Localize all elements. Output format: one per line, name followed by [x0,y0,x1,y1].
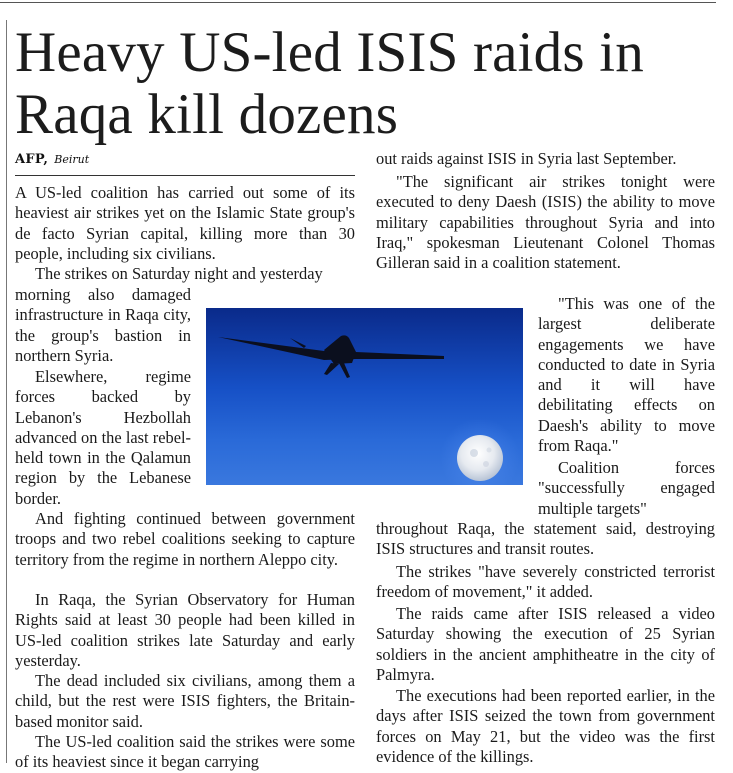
left-paragraph-2-cont: morning also damaged infrastructure in Raqa city, the group's bastion in northern Syria. [15,285,191,365]
left-column-rule [6,20,7,763]
drone-icon [218,335,444,378]
top-rule [0,2,716,3]
left-paragraph-5: In Raqa, the Syrian Observatory for Human Rights said at least 30 people had been killed in US-led coalition strikes late Saturday and early yesterday. [15,590,355,670]
left-paragraph-2: The strikes on Saturday night and yesterday [35,264,323,283]
left-paragraph-1: A US-led coalition has carried out some of its heaviest air strikes yet on the Islamic State group's de facto Syrian capital, killing more than 30 people, including six civilians. [15,183,355,263]
left-paragraph-4: And fighting continued between government troops and two rebel coalitions seeking to capture territory from the regime in northern Aleppo city. [15,509,355,569]
right-paragraph-3: "This was one of the largest deliberate engagements we have conducted to date in Syria and it will have debilitating effects on Daesh's ability to move from Raqa." [538,294,715,456]
byline [15,152,89,167]
right-paragraph-1: out raids against ISIS in Syria last September. [376,149,677,168]
right-paragraph-2: "The significant air strikes tonight were executed to deny Daesh (ISIS) the ability to move military capabilities throughout Syria and into Iraq," spokesman Lieutenant Colonel Thomas Gilleran said in a coalition statement. [376,172,715,273]
right-paragraph-4: Coalition forces "successfully engaged multiple targets" [538,458,715,518]
drone-photo-illustration [206,308,523,485]
left-paragraph-6: The dead included six civilians, among them a child, but the rest were ISIS fighters, the Britain-based monitor said. [15,671,355,731]
article-photo [206,308,523,485]
right-paragraph-5: The strikes "have severely constricted terrorist freedom of movement," it added. [376,562,715,602]
moon-icon [457,435,503,481]
headline: Heavy US-led ISIS raids in Raqa kill dozens [15,21,644,146]
left-paragraph-7: The US-led coalition said the strikes were some of its heaviest since it began carrying [15,732,355,772]
right-paragraph-6: The raids came after ISIS released a video Saturday showing the execution of 25 Syrian soldiers in the ancient amphitheatre in the city of Palmyra. [376,604,715,684]
left-paragraph-3: Elsewhere, regime forces backed by Lebanon's Hezbollah advanced on the last rebel-held town in the Qalamun region by the Lebanese border. [15,367,191,508]
right-paragraph-4-cont: throughout Raqa, the statement said, destroying ISIS structures and transit routes. [376,519,715,559]
byline-agency: AFP, [15,152,49,167]
right-paragraph-7: The executions had been reported earlier, in the days after ISIS seized the town from government forces on May 21, but the video was the first evidence of the killings. [376,686,715,766]
byline-city: Beirut [54,153,90,166]
byline-rule [15,175,355,176]
